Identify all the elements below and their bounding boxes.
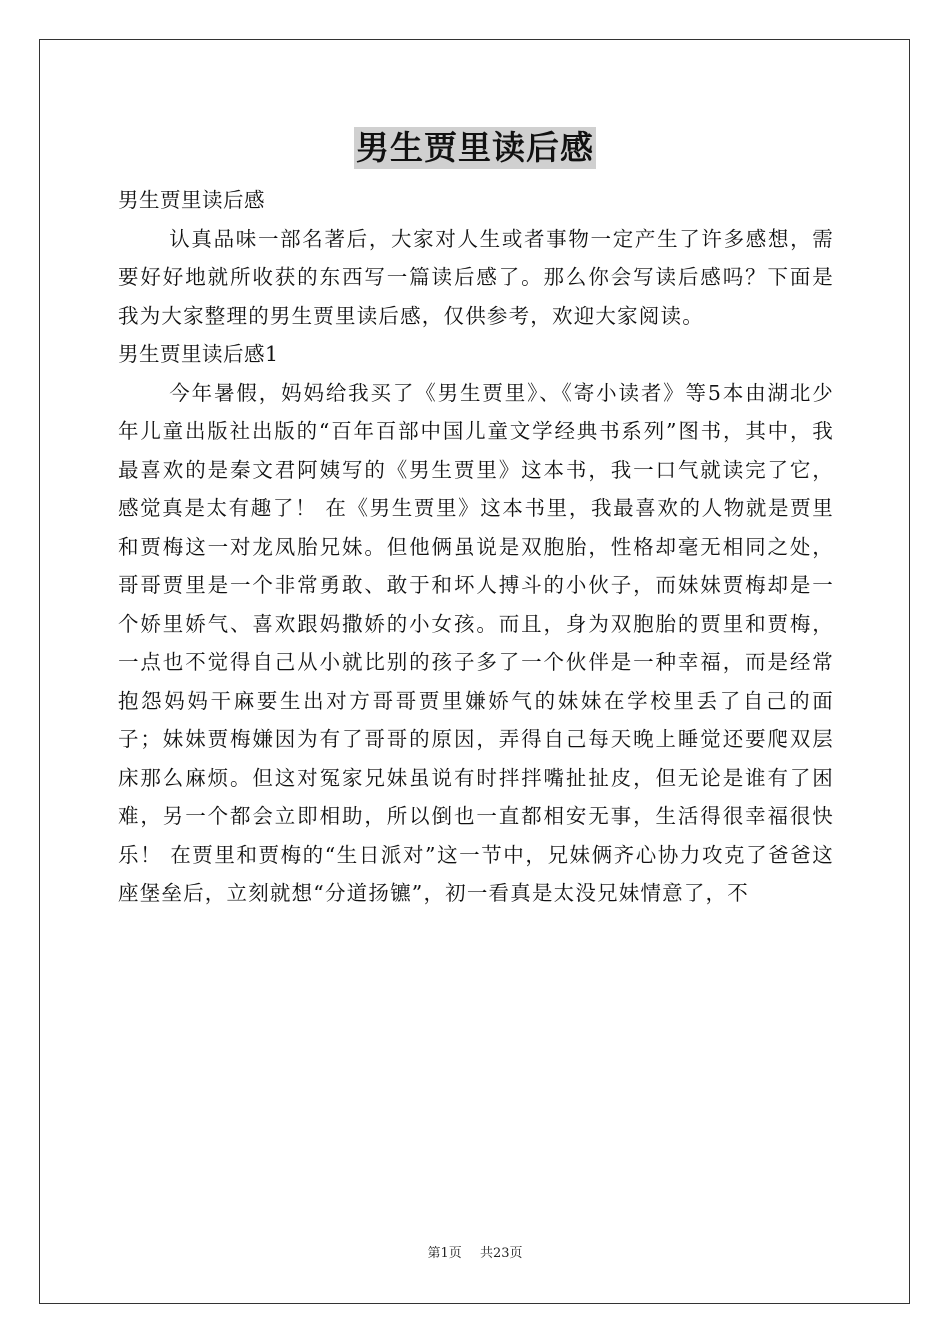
document-subtitle: 男生贾里读后感 — [118, 188, 265, 212]
page-number: 第1页 — [427, 1246, 462, 1261]
intro-paragraph: 认真品味一部名著后，大家对人生或者事物一定产生了许多感想，需要好好地就所收获的东西写一篇读后感了。那么你会写读后感吗？下面是我为大家整理的男生贾里读后感，仅供参考，欢迎大家阅读。 — [118, 226, 834, 328]
page-total: 共23页 — [479, 1246, 523, 1261]
section-heading: 男生贾里读后感1 — [118, 342, 279, 366]
section-paragraph: 今年暑假，妈妈给我买了《男生贾里》、《寄小读者》等5本由湖北少年儿童出版社出版的“百年百部中国儿童文学经典书系列”图书，其中，我最喜欢的是秦文君阿姨写的《男生贾里》这本书，我一口气就读完了它，感觉真是太有趣了！ 在《男生贾里》这本书里，我最喜欢的人物就是贾里和贾梅这一对龙凤胎兄妹。但他俩虽说是双胞胎，性格却毫无相同之处，哥哥贾里是一个非常勇敢、敢于和坏人搏斗的小伙子，而妹妹贾梅却是一个娇里娇气、喜欢跟妈撒娇的小女孩。而且，身为双胞胎的贾里和贾梅，一点也不觉得自己从小就比别的孩子多了一个伙伴是一种幸福，而是经常抱怨妈妈干麻要生出对方哥哥贾里嫌娇气的妹妹在学校里丢了自己的面子；妹妹贾梅嫌因为有了哥哥的原因，弄得自己每天晚上睡觉还要爬双层床那么麻烦。但这对冤家兄妹虽说有时拌拌嘴扯扯皮，但无论是谁有了困难，另一个都会立即相助，所以倒也一直都相安无事，生活得很幸福很快乐！ 在贾里和贾梅的“生日派对”这一节中，兄妹俩齐心协力攻克了爸爸这座堡垒后，立刻就想“分道扬镳”，初一看真是太没兄妹情意了，不 — [118, 380, 834, 905]
document-title: 男生贾里读后感 — [356, 128, 594, 167]
title-container — [0, 127, 950, 169]
document-body — [118, 181, 834, 913]
page-footer — [0, 1245, 950, 1263]
